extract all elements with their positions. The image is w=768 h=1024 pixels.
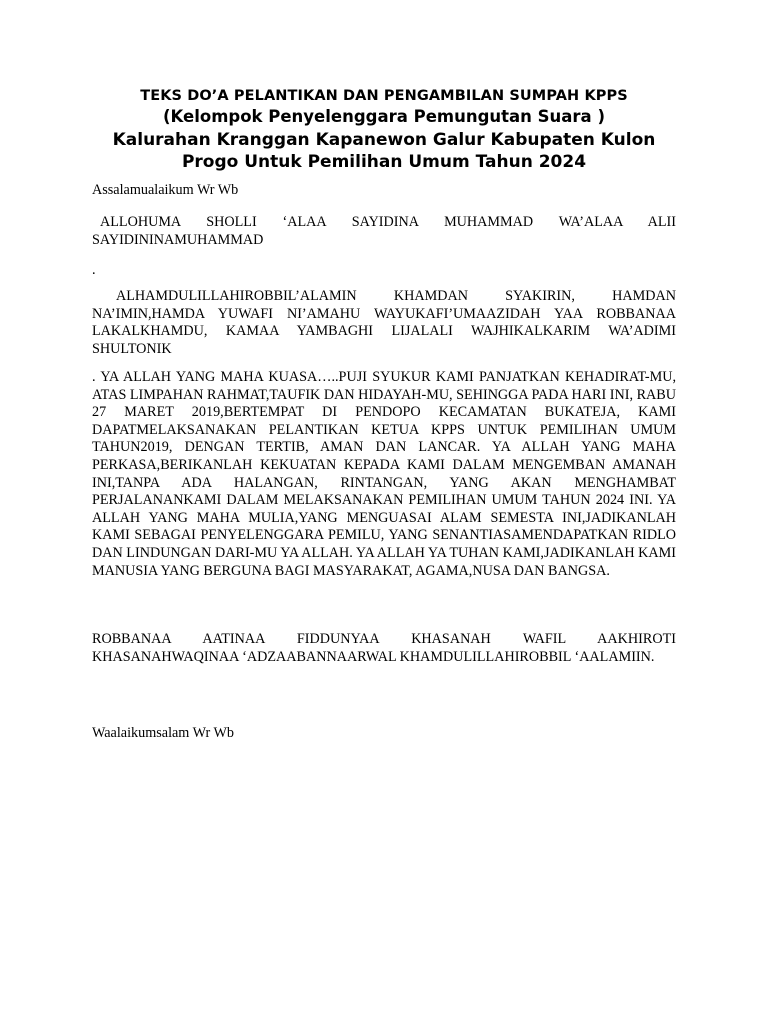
opening-greeting: Assalamualaikum Wr Wb bbox=[92, 182, 239, 198]
main-prayer-paragraph: . YA ALLAH YANG MAHA KUASA…..PUJI SYUKUR KAMI PANJATKAN KEHADIRAT-MU, ATAS LIMPAHAN RAHMAT,TAUFIK DAN HIDAYAH-MU, SEHINGGA PADA HARI INI, RABU 27 MARET 2019,BERTEMPAT DI PENDOPO KECAMATAN BUKATEJA, KAMI DAPATMELAKSANAKAN PELANTIKAN KETUA KPPS UNTUK PEMILIHAN UMUM TAHUN2019, DENGAN TERTIB, AMAN DAN LANCAR. YA ALLAH YANG MAHA PERKASA,BERIKANLAH KEKUATAN KEPADA KAMI DALAM MENGEMBAN AMANAH INI,TANPA ADA HALANGAN, RINTANGAN, YANG AKAN MENGHAMBAT PERJALANANKAMI DALAM MELAKSANAKAN PEMILIHAN UMUM TAHUN 2024 INI. YA ALLAH YANG MAHA MULIA,YANG MENGUASAI ALAM SEMESTA INI,JADIKANLAH KAMI SEBAGAI PENYELENGGARA PEMILU, YANG SENANTIASAMENDAPATKAN RIDLO DAN LINDUNGAN DARI-MU YA ALLAH. YA ALLAH YA TUHAN KAMI,JADIKANLAH KAMI MANUSIA YANG BERGUNA BAGI MASYARAKAT, AGAMA,NUSA DAN BANGSA. bbox=[92, 369, 676, 579]
hamdalah-paragraph: ALHAMDULILLAHIROBBIL’ALAMIN KHAMDAN SYAKIRIN, HAMDAN NA’IMIN,HAMDA YUWAFI NI’AMAHU WAYUKAFI’UMAAZIDAH YAA ROBBANAA LAKALKHAMDU, KAMAA YAMBAGHI LIJALALI WAJHIKALKARIM WA’ADIMI SHULTONIK bbox=[92, 288, 676, 357]
title-line-1: TEKS DO’A PELANTIKAN DAN PENGAMBILAN SUMPAH KPPS bbox=[140, 88, 628, 104]
title-line-3b: Progo Untuk Pemilihan Umum Tahun 2024 bbox=[181, 152, 587, 172]
title-line-3a: Kalurahan Kranggan Kapanewon Galur Kabupaten Kulon bbox=[112, 130, 656, 150]
separator-dot: . bbox=[92, 262, 96, 278]
sholawat-paragraph: ALLOHUMA SHOLLI ‘ALAA SAYIDINA MUHAMMAD WA’ALAA ALII SAYIDININAMUHAMMAD bbox=[92, 214, 676, 248]
closing-prayer-paragraph: ROBBANAA AATINAA FIDDUNYAA KHASANAH WAFIL AAKHIROTI KHASANAHWAQINAA ‘ADZAABANNAARWAL KHAMDULILLAHIROBBIL ‘AALAMIIN. bbox=[92, 631, 676, 665]
title-line-2: (Kelompok Penyelenggara Pemungutan Suara ) bbox=[163, 107, 605, 126]
title-line-3 bbox=[92, 129, 676, 173]
document-title bbox=[92, 86, 676, 173]
closing-greeting: Waalaikumsalam Wr Wb bbox=[92, 725, 234, 741]
